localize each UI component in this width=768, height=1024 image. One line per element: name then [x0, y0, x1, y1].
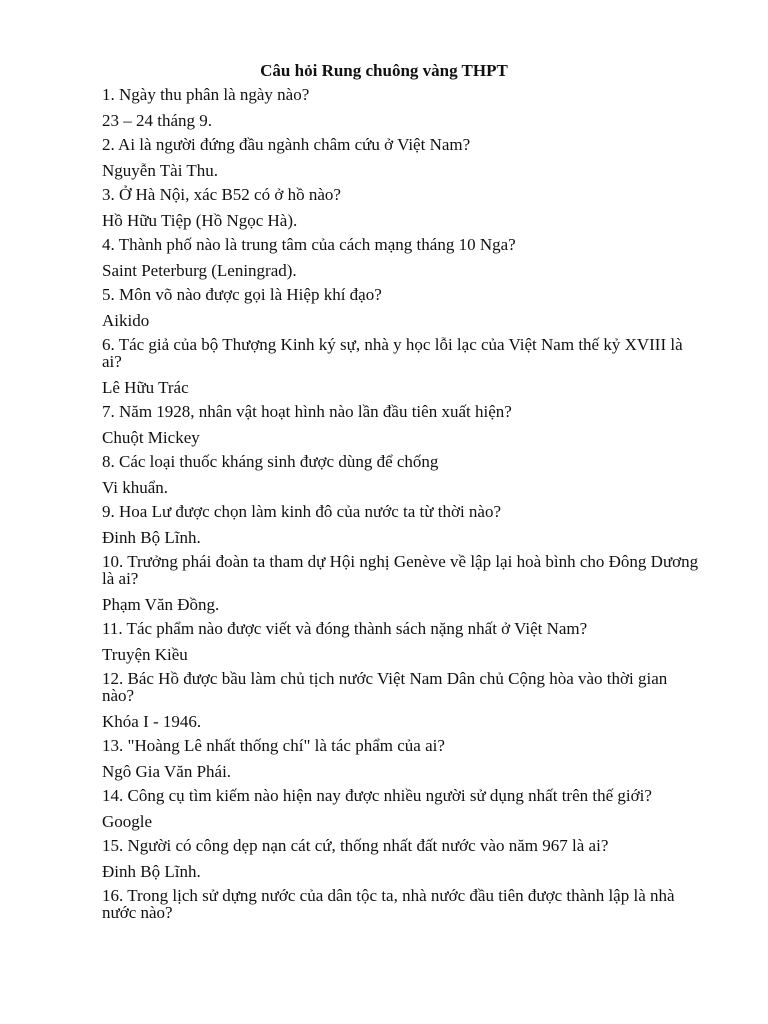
question-13: 13. "Hoàng Lê nhất thống chí" là tác phẩm của ai? [102, 736, 445, 755]
question-4: 4. Thành phố nào là trung tâm của cách mạng tháng 10 Nga? [102, 235, 516, 254]
answer-6: Lê Hữu Trác [102, 378, 189, 397]
question-12: 12. Bác Hồ được bầu làm chủ tịch nước Việt Nam Dân chủ Cộng hòa vào thời gian nào? [102, 669, 668, 705]
question-9: 9. Hoa Lư được chọn làm kinh đô của nước ta từ thời nào? [102, 502, 502, 521]
answer-8: Vi khuẩn. [102, 478, 169, 497]
answer-3: Hồ Hữu Tiệp (Hồ Ngọc Hà). [102, 211, 298, 230]
answer-9: Đinh Bộ Lĩnh. [102, 528, 201, 547]
answer-14: Google [102, 812, 153, 831]
answer-13: Ngô Gia Văn Phái. [102, 762, 232, 781]
answer-10: Phạm Văn Đồng. [102, 595, 220, 614]
question-15: 15. Người có công dẹp nạn cát cứ, thống nhất đất nước vào năm 967 là ai? [102, 836, 609, 855]
question-7: 7. Năm 1928, nhân vật hoạt hình nào lần đầu tiên xuất hiện? [102, 402, 512, 421]
question-14: 14. Công cụ tìm kiếm nào hiện nay được nhiều người sử dụng nhất trên thế giới? [102, 786, 652, 805]
question-2: 2. Ai là người đứng đầu ngành châm cứu ở Việt Nam? [102, 135, 471, 154]
question-5: 5. Môn võ nào được gọi là Hiệp khí đạo? [102, 285, 382, 304]
question-11: 11. Tác phẩm nào được viết và đóng thành sách nặng nhất ở Việt Nam? [102, 619, 588, 638]
answer-4: Saint Peterburg (Leningrad). [102, 261, 297, 280]
answer-12: Khóa I - 1946. [102, 712, 202, 731]
question-8: 8. Các loại thuốc kháng sinh được dùng để chống [102, 452, 439, 471]
answer-11: Truyện Kiều [102, 645, 188, 664]
question-3: 3. Ở Hà Nội, xác B52 có ở hồ nào? [102, 185, 341, 204]
question-1: 1. Ngày thu phân là ngày nào? [102, 85, 310, 104]
answer-5: Aikido [102, 311, 150, 330]
question-16: 16. Trong lịch sử dựng nước của dân tộc ta, nhà nước đầu tiên được thành lập là nhà nước nào? [102, 886, 675, 922]
question-6: 6. Tác giả của bộ Thượng Kinh ký sự, nhà y học lỗi lạc của Việt Nam thế kỷ XVIII là ai? [102, 335, 683, 371]
answer-15: Đinh Bộ Lĩnh. [102, 862, 201, 881]
question-list [102, 86, 702, 921]
document-title: Câu hỏi Rung chuông vàng THPT [260, 61, 508, 80]
question-10: 10. Trưởng phái đoàn ta tham dự Hội nghị Genève về lập lại hoà bình cho Đông Dương là ai? [102, 552, 699, 588]
answer-1: 23 – 24 tháng 9. [102, 111, 213, 130]
answer-7: Chuột Mickey [102, 428, 200, 447]
answer-2: Nguyễn Tài Thu. [102, 161, 218, 180]
